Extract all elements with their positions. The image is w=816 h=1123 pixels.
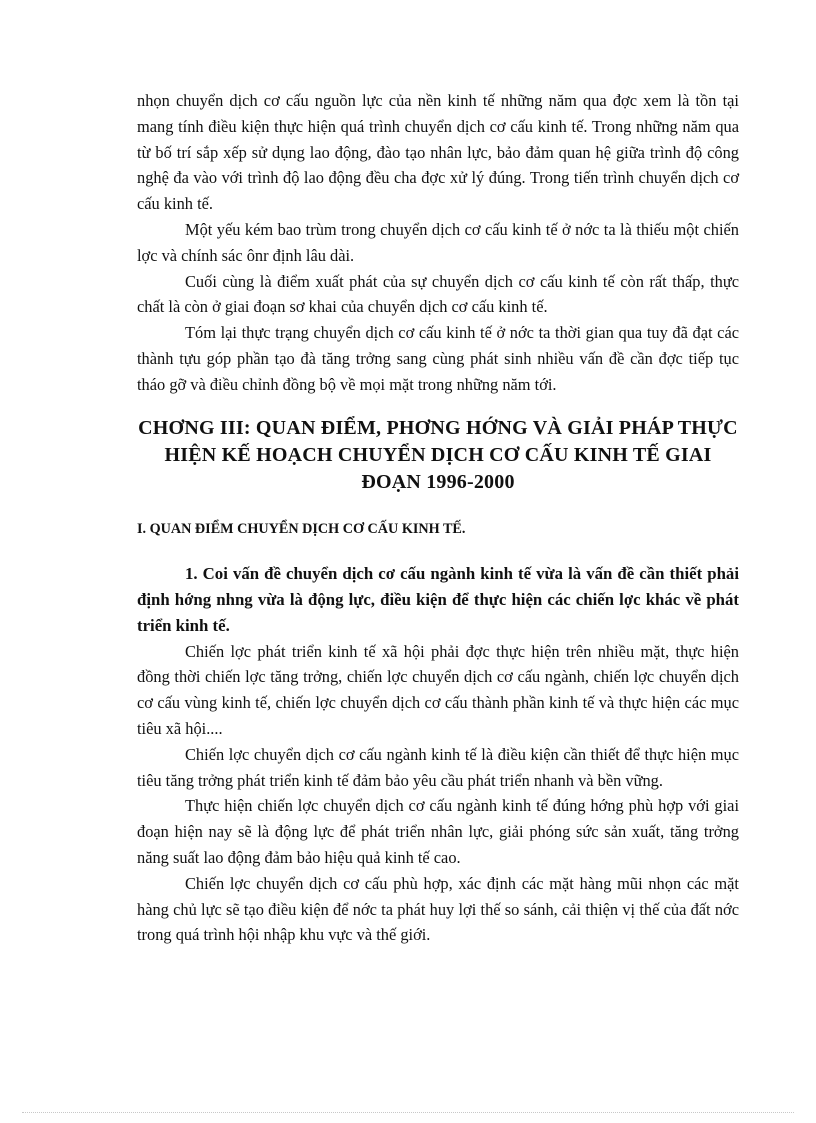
body-paragraph: nhọn chuyển dịch cơ cấu nguồn lực của nền kinh tế những năm qua đợc xem là tồn tại mang tính điều kiện thực hiện quá trình chuyển dịch cơ cấu kinh tế. Trong những năm qua từ bố trí sắp xếp sử dụng lao động, đào tạo nhân lực, bảo đảm quan hệ giữa trình độ công nghệ đa vào với trình độ lao động đều cha đợc xử lý đúng. Trong tiến trình chuyển dịch cơ cấu kinh tế.: [137, 91, 739, 214]
page-bottom-rule: [22, 1112, 794, 1113]
body-paragraph: Chiến lợc chuyển dịch cơ cấu phù hợp, xác định các mặt hàng mũi nhọn các mặt hàng chủ lực sẽ tạo điều kiện để nớc ta phát huy lợi thế so sánh, cải thiện vị thế của đất nớc trong quá trình hội nhập khu vực và thế giới.: [137, 873, 739, 945]
body-paragraph: Chiến lợc chuyển dịch cơ cấu ngành kinh tế là điều kiện cần thiết để thực hiện mục tiêu tăng trởng phát triển kinh tế đảm bảo yêu cầu phát triển nhanh và bền vững.: [137, 744, 739, 790]
body-paragraph: Tóm lại thực trạng chuyển dịch cơ cấu kinh tế ở nớc ta thời gian qua tuy đã đạt các thành tựu góp phần tạo đà tăng trởng sang cùng phát sinh nhiều vấn đề cần đợc tiếp tục tháo gỡ và điều chỉnh đồng bộ về mọi mặt trong những năm tới.: [137, 323, 739, 394]
body-paragraph: Cuối cùng là điểm xuất phát của sự chuyển dịch cơ cấu kinh tế còn rất thấp, thực chất là còn ở giai đoạn sơ khai của chuyển dịch cơ cấu kinh tế.: [137, 271, 739, 317]
chapter-heading: CHƠNG III: QUAN ĐIỂM, PHƠNG HỚNG VÀ GIẢI PHÁP THỰC HIỆN KẾ HOẠCH CHUYỂN DỊCH CƠ CẤU KINH TẾ GIAI ĐOẠN 1996-2000: [138, 416, 738, 493]
body-paragraph: Chiến lợc phát triển kinh tế xã hội phải đợc thực hiện trên nhiều mặt, thực hiện đồng thời chiến lợc tăng trởng, chiến lợc chuyển dịch cơ cấu ngành, chiến lợc chuyển dịch cơ cấu vùng kinh tế, chiến lợc chuyển dịch cơ cấu thành phần kinh tế và thực hiện các mục tiêu xã hội....: [137, 641, 739, 738]
subsection-heading: 1. Coi vấn đề chuyển dịch cơ cấu ngành kinh tế vừa là vấn đề cần thiết phải định hớng nhng vừa là động lực, điều kiện để thực hiện các chiến lợc khác về phát triển kinh tế.: [137, 563, 739, 635]
section-heading: I. QUAN ĐIỂM CHUYỂN DỊCH CƠ CẤU KINH TẾ.: [137, 520, 466, 537]
body-paragraph: Thực hiện chiến lợc chuyển dịch cơ cấu ngành kinh tế đúng hớng phù hợp với giai đoạn hiện nay sẽ là động lực để phát triển nhân lực, giải phóng sức sản xuất, tăng trởng năng suất lao động đảm bảo hiệu quả kinh tế cao.: [137, 796, 739, 867]
body-paragraph: Một yếu kém bao trùm trong chuyển dịch cơ cấu kinh tế ở nớc ta là thiếu một chiến lợc và chính sác ônr định lâu dài.: [137, 219, 739, 265]
document-page: [137, 88, 739, 948]
